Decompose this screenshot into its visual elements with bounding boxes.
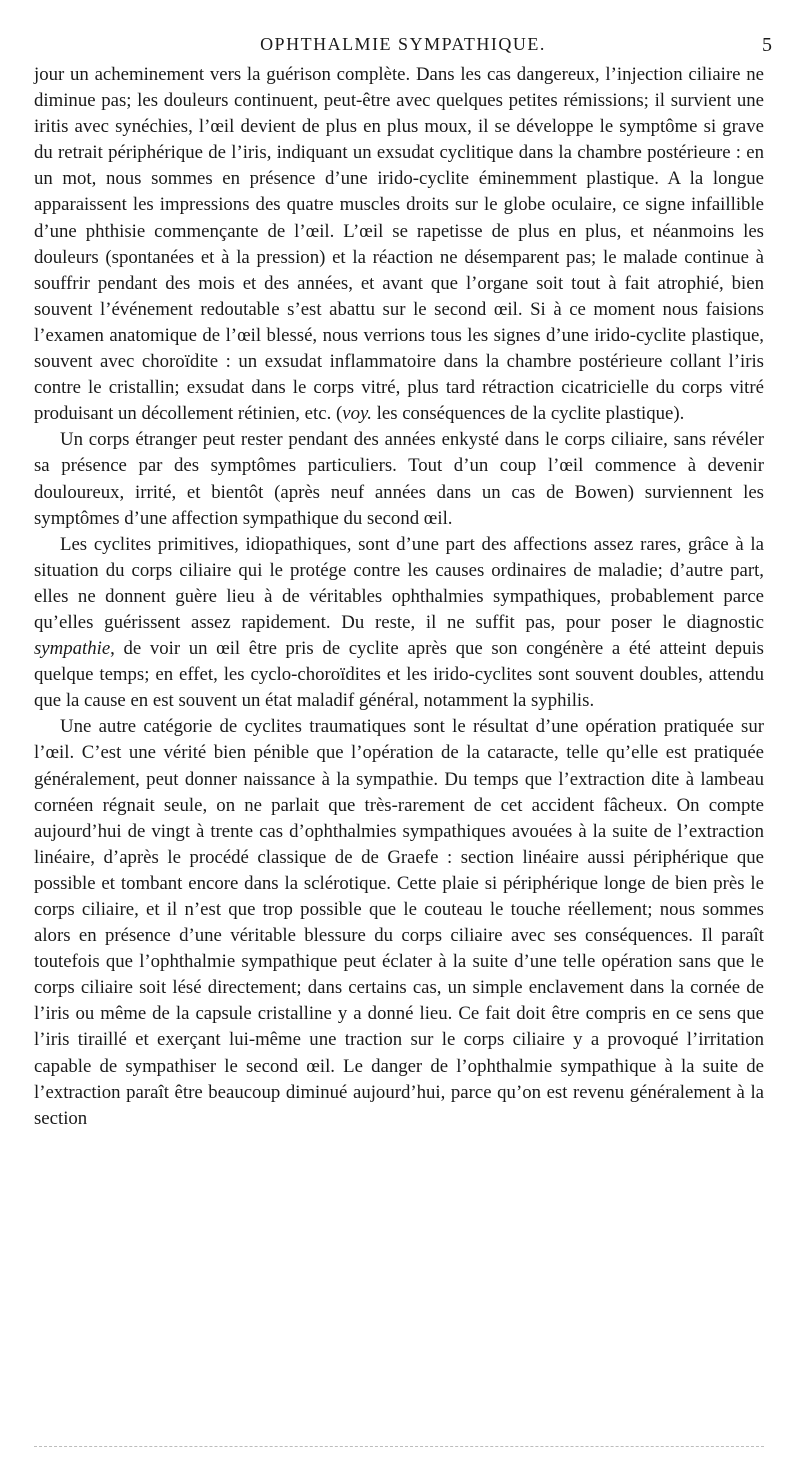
text-segment: Une autre catégorie de cyclites traumatiques sont le résultat d’une opération pratiquée sur l’œil. C’est une vérité bien pénible que l’opération de la cataracte, telle qu’elle est pratiquée généralement, peut donner naissance à la sympathie. Du temps que l’extraction dite à lambeau cornéen régnait seule, on ne parlait que très-rarement de cet accident fâcheux. On compte aujourd’hui de vingt à trente cas d’ophthalmies sympathiques avouées à la suite de l’extraction linéaire, d’après le procédé classique de de Graefe : section linéaire aussi périphérique que possible et tombant encore dans la sclérotique. Cette plaie si périphérique longe de bien près le corps ciliaire, et il n’est que trop possible que le couteau le touche réellement; nous sommes alors en présence d’une véritable blessure du corps ciliaire avec ses conséquences. Il paraît toutefois que l’ophthalmie sympathique peut éclater à la suite d’une telle opération sans que le corps ciliaire soit lésé directement; dans certains cas, un simple enclavement dans la cornée de l’iris ou même de la capsule cristalline y a donné lieu. Ce fait doit être compris en ce sens que l’iris tiraillé et exerçant lui-même une traction sur le corps ciliaire y a provoqué l’irritation capable de sympathiser le second œil. Le danger de l’ophthalmie sympathique à la suite de l’extraction paraît être beaucoup diminué aujourd’hui, parce qu’on est revenu généralement à la section	[34, 716, 764, 1129]
text-segment: les conséquences de la cyclite plastique).	[371, 403, 685, 425]
text-segment: jour un acheminement vers la guérison complète. Dans les cas dangereux, l’injection ciliaire ne diminue pas; les douleurs continuent, peut-être avec quelques petites rémissions; il survient une iritis avec synéchies, l’œil devient de plus en plus moux, il se développe le symptôme si grave du retrait périphérique de l’iris, indiquant un exsudat cyclitique dans la chambre postérieure : en un mot, nous sommes en présence d’une irido-cyclite éminemment plastique. A la longue apparaissent les impressions des quatre muscles droits sur le globe oculaire, ce signe infaillible d’une phthisie commençante de l’œil. L’œil se rapetisse de plus en plus, et néanmoins les douleurs (spontanées et à la pression) et la réaction ne désemparent pas; le malade continue à souffrir pendant des mois et des années, et avant que l’organe soit tout à fait atrophié, bien souvent l’événement redoutable s’est abattu sur le second œil. Si à ce moment nous faisions l’examen anatomique de l’œil blessé, nous verrions tous les signes d’une irido-cyclite plastique, souvent avec choroïdite : un exsudat inflammatoire dans la chambre postérieure collant l’iris contre le cristallin; exsudat dans le corps vitré, plus tard rétraction cicatricielle du corps vitré produisant un décollement rétinien, etc. (	[34, 64, 764, 425]
italic-abbreviation: voy.	[342, 403, 372, 425]
italic-term: sympathie	[34, 638, 111, 660]
paragraph-4	[34, 714, 764, 1132]
paragraph-1	[34, 62, 764, 427]
body-text	[34, 62, 764, 1132]
text-segment: Les cyclites primitives, idiopathiques, sont d’une part des affections assez rares, grâce à la situation du corps ciliaire qui le protége contre les causes ordinaires de maladie; d’autre part, elles ne donnent guère lieu à de véritables ophthalmies sympathiques, probablement parce qu’elles guérissent assez rapidement. Du reste, il ne suffit pas, pour poser le diagnostic	[34, 533, 764, 633]
page-number: 5	[762, 34, 772, 56]
text-segment: , de voir un œil être pris de cyclite après que son congénère a été atteint depuis quelque temps; en effet, les cyclo-choroïdites et les irido-cyclites sont souvent doubles, attendu que la cause en est souvent un état maladif général, notamment la syphilis.	[34, 638, 764, 712]
paragraph-3	[34, 532, 764, 715]
running-head	[34, 34, 772, 58]
running-title: OPHTHALMIE SYMPATHIQUE.	[260, 34, 546, 54]
text-segment: Un corps étranger peut rester pendant des années enkysté dans le corps ciliaire, sans révéler sa présence par des symptômes particuliers. Tout d’un coup l’œil commence à devenir douloureux, irrité, et bientôt (après neuf années dans un cas de Bowen) surviennent les symptômes d’une affection sympathique du second œil.	[34, 429, 764, 529]
bottom-dashed-rule	[34, 1446, 764, 1447]
paragraph-2	[34, 427, 764, 531]
